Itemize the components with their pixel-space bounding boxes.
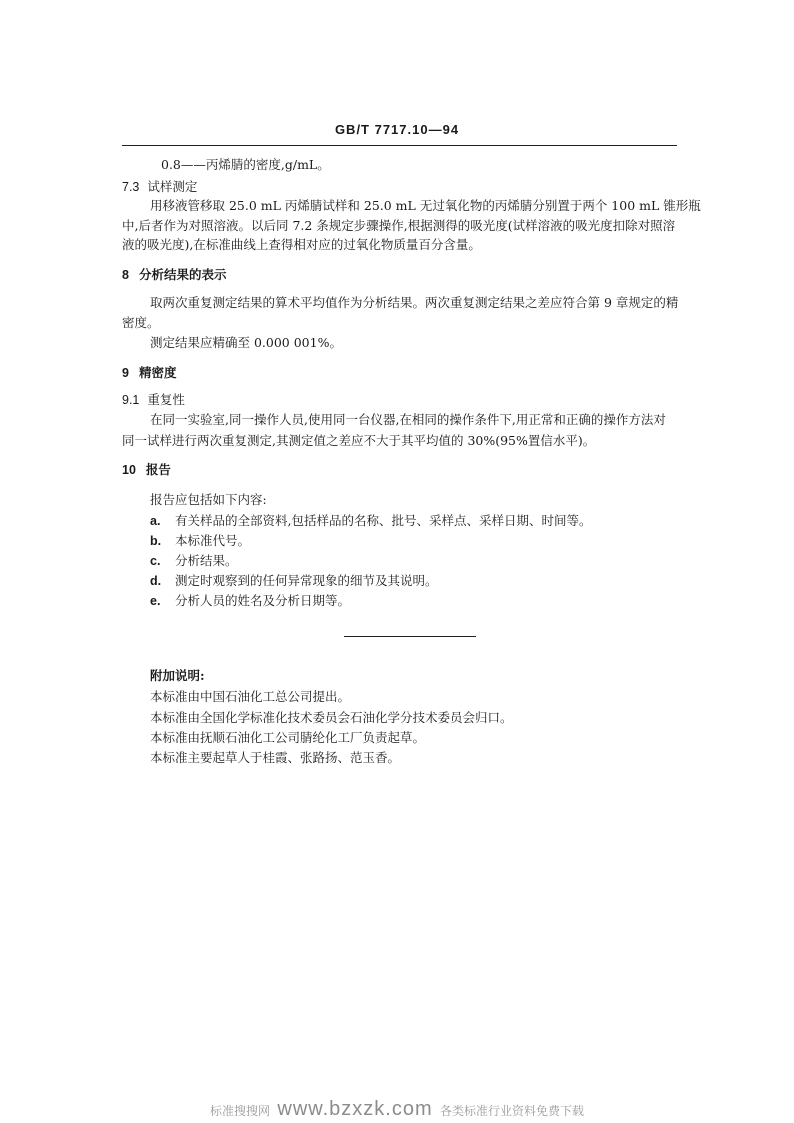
appendix-title: 附加说明: [150, 668, 205, 683]
footer-site-name: 标准搜搜网 [210, 1104, 271, 1118]
section-number: 8 [122, 268, 129, 282]
section-title: 分析结果的表示 [138, 267, 227, 282]
list-item-text: 有关样品的全部资料,包括样品的名称、批号、采样点、采样日期、时间等。 [175, 513, 592, 528]
footer-watermark-link[interactable]: www.bzxzk.com [277, 1098, 433, 1120]
appendix-line: 本标准由抚顺石油化工公司腈纶化工厂负责起草。 [150, 730, 426, 745]
paragraph-line: 在同一实验室,同一操作人员,使用同一台仪器,在相同的操作条件下,用正常和正确的操作方法对 [150, 412, 666, 427]
list-item-letter: b. [150, 534, 162, 548]
section-number: 9 [122, 366, 129, 380]
footer-slogan: 各类标准行业资料免费下载 [439, 1104, 584, 1118]
appendix-line: 本标准由中国石油化工总公司提出。 [150, 689, 351, 704]
section-title: 试样测定 [147, 179, 198, 194]
list-item-letter: c. [150, 554, 161, 568]
paragraph-line: 液的吸光度),在标准曲线上查得相对应的过氧化物质量百分含量。 [122, 237, 481, 252]
section-8-heading [122, 266, 226, 284]
section-number: 7.3 [122, 180, 140, 194]
list-item-text: 分析结果。 [175, 553, 238, 568]
paragraph-line: 同一试样进行两次重复测定,其测定值之差应不大于其平均值的 30%(95%置信水平)。 [122, 433, 596, 448]
formula-note: 0.8——丙烯腈的密度,g/mL。 [161, 157, 330, 172]
appendix-line: 本标准由全国化学标准化技术委员会石油化学分技术委员会归口。 [150, 710, 513, 725]
list-item-text: 本标准代号。 [175, 533, 251, 548]
report-intro: 报告应包括如下内容: [150, 492, 267, 507]
page-header: GB/T 7717.10—94 [334, 122, 460, 137]
list-item-letter: e. [150, 594, 161, 608]
section-title: 重复性 [147, 392, 185, 407]
section-9-1-heading [122, 391, 185, 409]
paragraph-line: 用移液管移取 25.0 mL 丙烯腈试样和 25.0 mL 无过氧化物的丙烯腈分别置于两个 100 mL 锥形瓶 [150, 198, 701, 213]
header-rule [122, 145, 677, 146]
section-10-heading [122, 461, 171, 479]
section-9-heading [122, 364, 176, 382]
section-number: 9.1 [122, 393, 140, 407]
appendix-line: 本标准主要起草人于桂霞、张路扬、范玉香。 [150, 750, 401, 765]
separator-rule [344, 636, 476, 637]
page-footer [0, 1098, 794, 1121]
section-title: 精密度 [138, 365, 177, 380]
section-7-3-heading [122, 178, 197, 196]
paragraph-line: 测定结果应精确至 0.000 001%。 [150, 335, 342, 350]
section-number: 10 [122, 463, 136, 477]
list-item-letter: a. [150, 514, 161, 528]
paragraph-line: 中,后者作为对照溶液。以后同 7.2 条规定步骤操作,根据测得的吸光度(试样溶液的吸光度扣除对照溶 [122, 218, 676, 233]
paragraph-line: 取两次重复测定结果的算术平均值作为分析结果。两次重复测定结果之差应符合第 9 章规定的精 [150, 295, 679, 310]
list-item-text: 测定时观察到的任何异常现象的细节及其说明。 [175, 573, 438, 588]
list-item-text: 分析人员的姓名及分析日期等。 [175, 593, 351, 608]
list-item-letter: d. [150, 574, 162, 588]
paragraph-line: 密度。 [122, 315, 160, 330]
section-title: 报告 [145, 462, 171, 477]
